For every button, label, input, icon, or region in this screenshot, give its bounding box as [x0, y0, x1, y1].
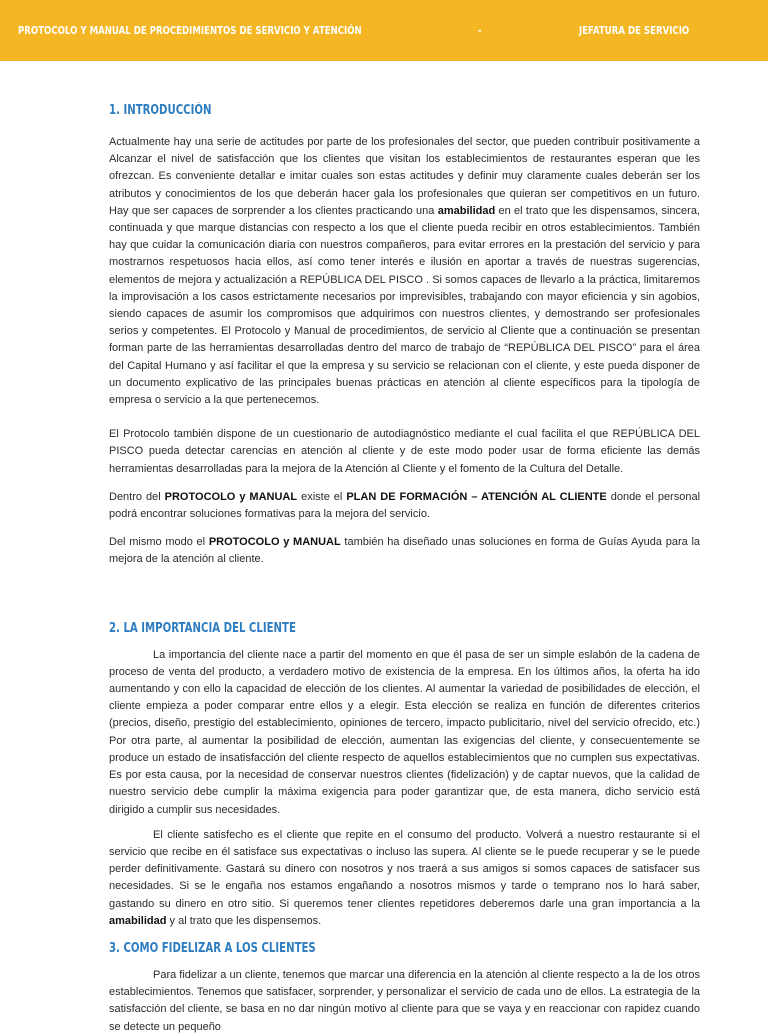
paragraph-introduccion-2: El Protocolo también dispone de un cuestionario de autodiagnóstico mediante el cual facilita el que REPÚBLICA DEL PISCO pueda detectar carencias en atención al cliente y de este modo poder usar de forma eficiente las demás herramientas desarrolladas para la mejora de la Atención al Cliente y el fomento de la Cultura del Detalle. — [109, 428, 700, 475]
document-body — [109, 100, 700, 1036]
bold-plan-formacion: PLAN DE FORMACIÓN – ATENCIÓN AL CLIENTE — [346, 490, 607, 503]
department-name: JEFATURA DE SERVICIO — [579, 24, 690, 37]
section-heading-fidelizar-clientes: 3. COMO FIDELIZAR A LOS CLIENTES — [109, 940, 316, 956]
bold-amabilidad: amabilidad — [437, 204, 496, 217]
document-title: PROTOCOLO Y MANUAL DE PROCEDIMIENTOS DE SERVICIO Y ATENCIÓN — [18, 24, 362, 37]
section-heading-introduccion: 1. INTRODUCCIÓN — [109, 103, 212, 118]
bold-amabilidad: amabilidad — [109, 914, 167, 927]
paragraph-importancia-1: La importancia del cliente nace a partir del momento en que él pasa de ser un simple eslabón de la cadena de proceso de venta del producto, a verdadero motivo de existencia de la empresa. En los últimos años, la oferta ha ido aumentando y con ello la capacidad de elección de los clientes. Al aumentar la variedad de posibilidades de elección, el cliente empieza a poder comparar entre ellos y a elegir. Esta elección se realiza en función de diferentes criterios (precios, diseño, prestigio del establecimiento, opiniones de tercero, impacto publicitario, nivel del servicio ofrecido, etc.) Por otra parte, al aumentar la posibilidad de elección, aumentan las exigencias del cliente, y consecuentemente se produce un estado de insatisfacción del cliente respecto de aquellos establecimientos que no cumplen sus expectativas. Es por esta causa, por la necesidad de conservar nuestros clientes (fidelización) y de captar nuevos, que la calidad de nuestro servicio debe cumplir la máxima exigencia para poder garantizar que, de esta manera, dicho servicio está dirigido a cumplir sus necesidades. — [109, 648, 700, 816]
page-header-band — [0, 0, 768, 61]
paragraph-introduccion-4: Del mismo modo el PROTOCOLO y MANUAL también ha diseñado unas soluciones en forma de Guías Ayuda para la mejora de la atención al cliente. — [109, 536, 701, 566]
section-heading-importancia-cliente: 2. LA IMPORTANCIA DEL CLIENTE — [109, 620, 296, 636]
paragraph-introduccion-1: Actualmente hay una serie de actitudes por parte de los profesionales del sector, que pueden contribuir positivamente a Alcanzar el nivel de satisfacción que los clientes que visitan los establecimientos de restaurantes esperan que les ofrezcan. Es conveniente detallar e imitar cuales son estas actitudes y definir muy claramente cuales deberán ser los atributos y conocimientos de los que deberán hacer gala los profesionales que quieran ser competitivos en un futuro. Hay que ser capaces de sorprender a los clientes practicando una amabilidad en el trato que les dispensamos, sincera, continuada y que marque distancias con respecto a los que el cliente pueda recibir en otros establecimientos. También hay que cuidar la comunicación diaria con nuestros compañeros, para evitar errores en la prestación del servicio y para mostrarnos respetuosos hacia ellos, así como tener interés e ilusión en aportar a través de nuestras sugerencias, elementos de mejora y actualización a REPÚBLICA DEL PISCO . Si somos capaces de llevarlo a la práctica, limitaremos la improvisación a los casos estrictamente necesarios por imprevisibles, trabajando con mayor eficiencia y sin agobios, siendo capaces de asumir los compromisos que adquirimos con nuestros clientes, y demostrando ser profesionales serios y competentes. El Protocolo y Manual de procedimientos, de servicio al Cliente que a continuación se presentan forman parte de las herramientas desarrolladas dentro del marco de trabajo de “REPÚBLICA DEL PISCO” para el área del Capital Humano y así facilitar el que la empresa y su servicio se relacionan con el cliente, y este pueda disponer de un documento explicativo de las principales buenas prácticas en atención al cliente específicos para la tipología de empresa o servicio a la que pertenecemos. — [109, 136, 700, 407]
paragraph-importancia-2: El cliente satisfecho es el cliente que repite en el consumo del producto. Volverá a nuestro restaurante si el servicio que recibe en él satisface sus expectativas o incluso las supera. Al cliente se le puede recuperar y se le puede perder definitivamente. Gastará su dinero con nosotros y nos traerá a sus amigos si somos capaces de satisfacer sus necesidades. Si se le engaña nos estamos engañando a nosotros mismos y tarde o temprano nos lo hará saber, gastando su dinero en otro sitio. Si queremos tener clientes repetidores deberemos darle una gran importancia a la amabilidad y al trato que les dispensemos. — [109, 828, 700, 927]
paragraph-introduccion-3: Dentro del PROTOCOLO y MANUAL existe el PLAN DE FORMACIÓN – ATENCIÓN AL CLIENTE donde el personal podrá encontrar soluciones formativas para la mejora del servicio. — [109, 490, 701, 521]
bold-protocolo-manual: PROTOCOLO y MANUAL — [208, 536, 341, 549]
bold-protocolo-manual: PROTOCOLO y MANUAL — [164, 490, 298, 503]
paragraph-fidelizar-1: Para fidelizar a un cliente, tenemos que marcar una diferencia en la atención al cliente respecto a la de los otros establecimientos. Tenemos que satisfacer, sorprender, y personalizar el servicio de cada uno de ellos. La estrategia de la satisfacción del cliente, se basa en no dar ningún motivo al cliente para que se vaya y en reaccionar con rapidez cuando se detecte un pequeño — [109, 968, 700, 1033]
header-separator: - — [478, 24, 482, 37]
